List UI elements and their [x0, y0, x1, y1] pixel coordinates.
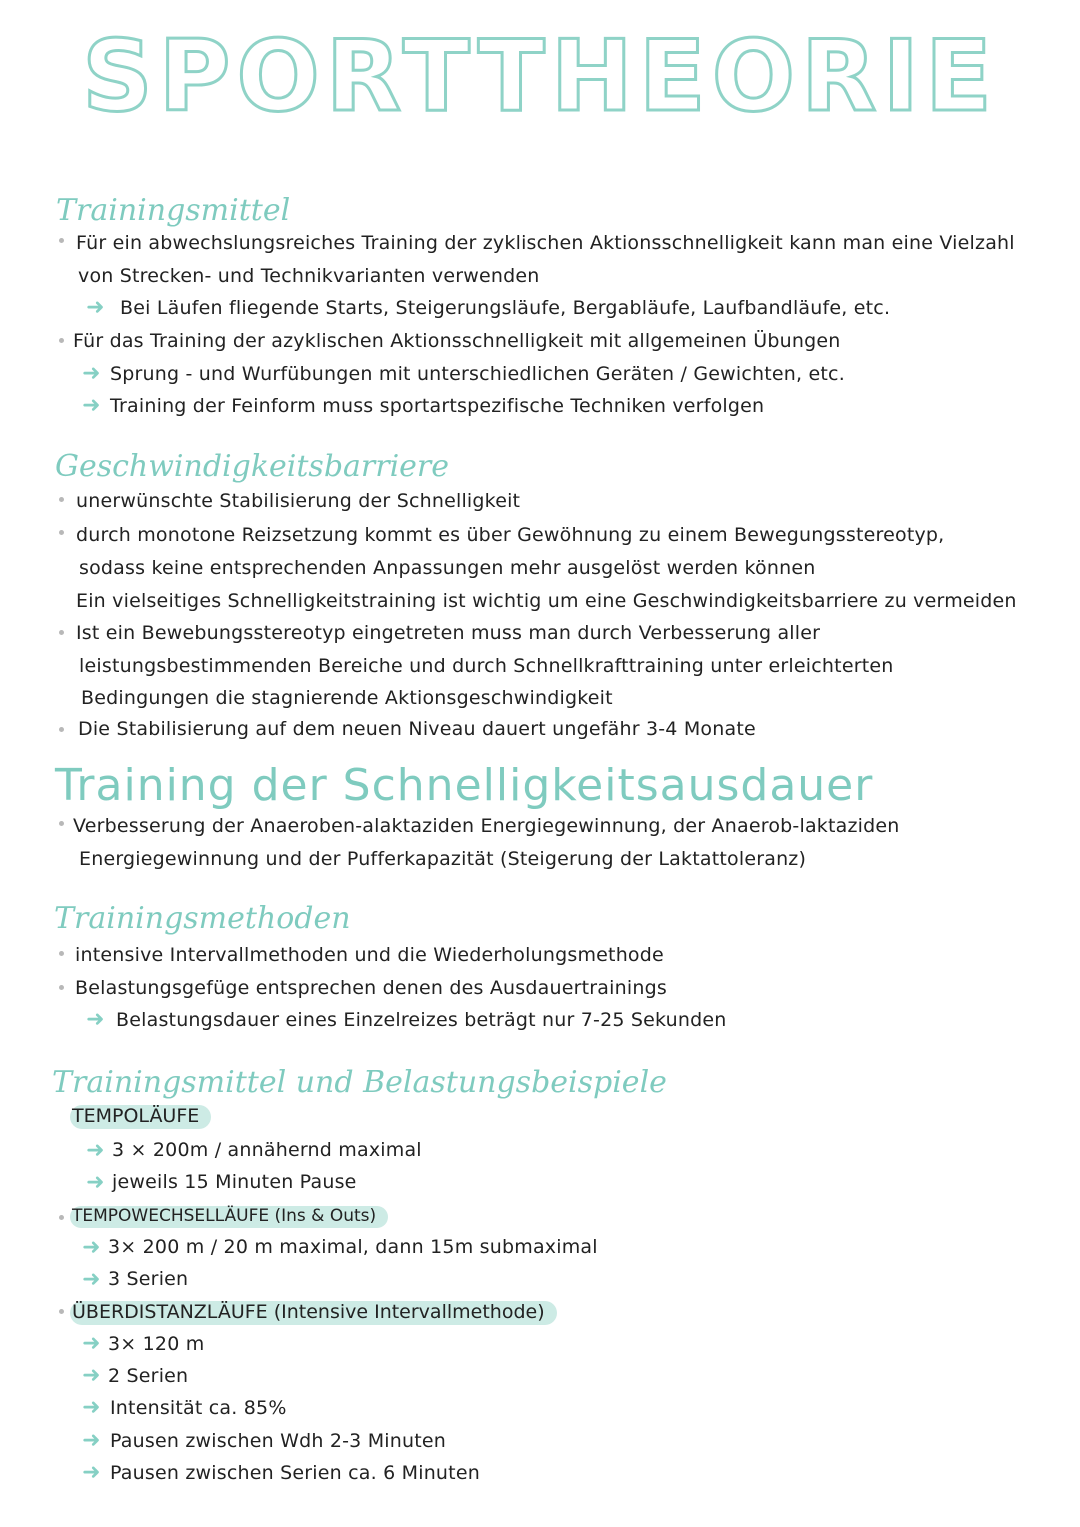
s1-bullet2: Für das Training der azyklischen Aktionsschnelligkeit mit allgemeinen Übungen: [73, 330, 841, 352]
right-arrow-icon: ➜: [82, 393, 101, 418]
right-arrow-icon: ➜: [86, 295, 105, 320]
g2-arrow1: 3× 200 m / 20 m maximal, dann 15m submaximal: [108, 1236, 598, 1258]
s1-arrow3: Training der Feinform muss sportartspezifische Techniken verfolgen: [110, 395, 765, 417]
s4-bullet1: intensive Intervallmethoden und die Wiederholungsmethode: [75, 944, 664, 966]
s2-bullet2-line3: Ein vielseitiges Schnelligkeitstraining ist wichtig um eine Geschwindigkeitsbarriere zu vermeiden: [76, 590, 1017, 612]
right-arrow-icon: ➜: [86, 1007, 105, 1032]
g3-arrow1: 3× 120 m: [108, 1333, 205, 1355]
right-arrow-icon: ➜: [82, 1460, 101, 1485]
g3-arrow4: Pausen zwischen Wdh 2-3 Minuten: [110, 1430, 447, 1452]
bullet-dot-icon: [59, 1309, 64, 1314]
label-ueberdistanzlaeufe: ÜBERDISTANZLÄUFE (Intensive Intervallmethode): [70, 1301, 557, 1325]
s2-bullet3-line1: Ist ein Bewebungsstereotyp eingetreten muss man durch Verbesserung aller: [76, 622, 821, 644]
bullet-dot-icon: [59, 497, 64, 502]
g1-arrow2: jeweils 15 Minuten Pause: [112, 1171, 357, 1193]
label-tempolaeufe: TEMPOLÄUFE: [70, 1105, 211, 1129]
g1-arrow1: 3 × 200m / annähernd maximal: [112, 1139, 422, 1161]
label-tempowechsellaeufe: TEMPOWECHSELLÄUFE (Ins & Outs): [70, 1206, 388, 1228]
heading-trainingsmittel-belastungsbeispiele: Trainingsmittel und Belastungsbeispiele: [52, 1065, 667, 1100]
bullet-dot-icon: [59, 1215, 64, 1220]
right-arrow-icon: ➜: [82, 1267, 101, 1292]
g3-arrow5: Pausen zwischen Serien ca. 6 Minuten: [110, 1462, 480, 1484]
bullet-dot-icon: [59, 530, 64, 535]
right-arrow-icon: ➜: [82, 1395, 101, 1420]
s2-bullet2-line1: durch monotone Reizsetzung kommt es über Gewöhnung zu einem Bewegungsstereotyp,: [76, 524, 945, 546]
heading-training-schnelligkeitsausdauer: Training der Schnelligkeitsausdauer: [55, 760, 874, 811]
g3-arrow3: Intensität ca. 85%: [110, 1397, 287, 1419]
s1-bullet1-line1: Für ein abwechslungsreiches Training der zyklischen Aktionsschnelligkeit kann man eine Vielzahl: [76, 232, 1015, 254]
right-arrow-icon: ➜: [86, 1138, 105, 1163]
bullet-dot-icon: [59, 985, 64, 990]
heading-trainingsmethoden: Trainingsmethoden: [54, 901, 351, 936]
s2-bullet3-line3: Bedingungen die stagnierende Aktionsgeschwindigkeit: [81, 687, 613, 709]
right-arrow-icon: ➜: [82, 361, 101, 386]
heading-trainingsmittel: Trainingsmittel: [56, 193, 291, 228]
s2-bullet2-line2: sodass keine entsprechenden Anpassungen mehr ausgelöst werden können: [79, 557, 816, 579]
s1-arrow2: Sprung - und Wurfübungen mit unterschiedlichen Geräten / Gewichten, etc.: [110, 363, 845, 385]
page-title: SPORTTHEORIE: [82, 20, 998, 134]
s1-arrow1: Bei Läufen fliegende Starts, Steigerungsläufe, Bergabläufe, Laufbandläufe, etc.: [120, 297, 891, 319]
s3-bullet1-line1: Verbesserung der Anaeroben-alaktaziden Energiegewinnung, der Anaerob-laktaziden: [73, 815, 900, 837]
heading-geschwindigkeitsbarriere: Geschwindigkeitsbarriere: [55, 449, 450, 484]
s2-bullet3-line2: leistungsbestimmenden Bereiche und durch Schnellkrafttraining unter erleichterten: [79, 655, 894, 677]
bullet-dot-icon: [59, 338, 64, 343]
right-arrow-icon: ➜: [82, 1363, 101, 1388]
bullet-dot-icon: [59, 630, 64, 635]
s4-arrow1: Belastungsdauer eines Einzelreizes beträgt nur 7-25 Sekunden: [116, 1009, 727, 1031]
g3-arrow2: 2 Serien: [108, 1365, 189, 1387]
s2-bullet1: unerwünschte Stabilisierung der Schnelligkeit: [76, 490, 521, 512]
bullet-dot-icon: [59, 951, 64, 956]
s4-bullet2: Belastungsgefüge entsprechen denen des Ausdauertrainings: [75, 977, 667, 999]
bullet-dot-icon: [59, 727, 64, 732]
right-arrow-icon: ➜: [82, 1428, 101, 1453]
right-arrow-icon: ➜: [82, 1331, 101, 1356]
bullet-dot-icon: [59, 821, 64, 826]
bullet-dot-icon: [59, 238, 64, 243]
s1-bullet1-line2: von Strecken- und Technikvarianten verwenden: [78, 265, 540, 287]
right-arrow-icon: ➜: [82, 1235, 101, 1260]
g2-arrow2: 3 Serien: [108, 1268, 189, 1290]
right-arrow-icon: ➜: [86, 1170, 105, 1195]
s2-bullet4: Die Stabilisierung auf dem neuen Niveau dauert ungefähr 3-4 Monate: [78, 718, 756, 740]
s3-bullet1-line2: Energiegewinnung und der Pufferkapazität (Steigerung der Laktattoleranz): [79, 848, 807, 870]
